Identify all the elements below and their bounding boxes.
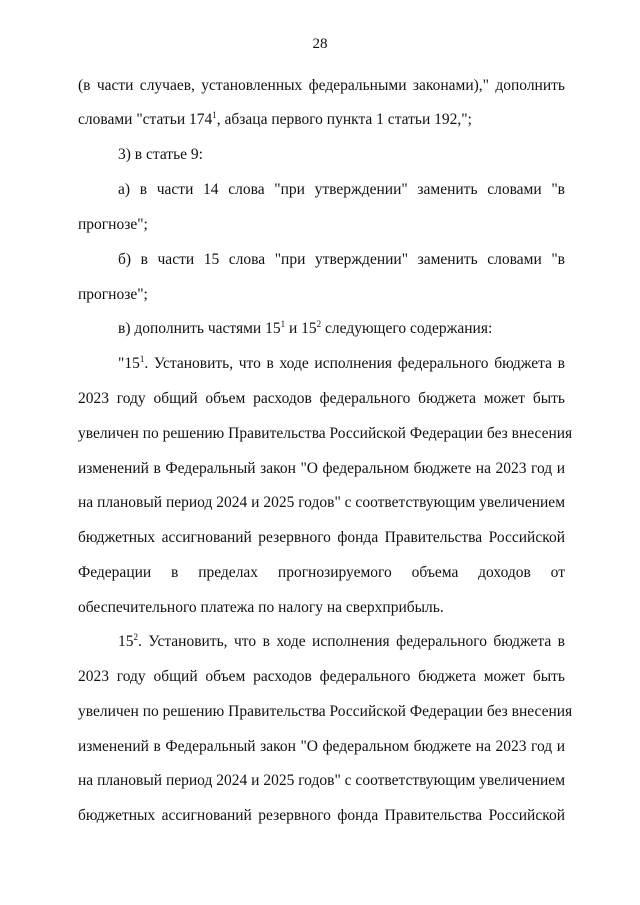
text-line: изменений в Федеральный закон "О федеральном бюджете на 2023 год и — [78, 738, 565, 755]
text-line: бюджетных ассигнований резервного фонда Правительства Российской — [78, 529, 565, 546]
text-line: в) дополнить частями $15^1$ и $15^2$ следующего содержания: — [118, 319, 493, 337]
text-line: 2023 году общий объем расходов федерального бюджета может быть — [78, 668, 565, 685]
text-line: на плановый период 2024 и 2025 годов" с соответствующим увеличением — [78, 494, 565, 511]
text-line: б) в части 15 слова "при утверждении" заменить словами "в — [118, 251, 565, 268]
text-line: бюджетных ассигнований резервного фонда Правительства Российской — [78, 807, 565, 824]
text-line: а) в части 14 слова "при утверждении" заменить словами "в — [118, 181, 565, 198]
text-line: (в части случаев, установленных федеральными законами)," дополнить — [78, 77, 565, 94]
text-line: изменений в Федеральный закон "О федеральном бюджете на 2023 год и — [78, 460, 565, 477]
text-line: $15^2$. Установить, что в ходе исполнения федерального бюджета в — [118, 632, 565, 650]
text-line: словами "статьи $174^1$, абзаца первого пункта 1 статьи 192,"; — [78, 110, 472, 128]
page-number: 28 — [312, 36, 328, 52]
text-line: увеличен по решению Правительства Российской Федерации без внесения — [78, 425, 573, 442]
text-line: прогнозе"; — [78, 216, 148, 233]
text-line: 2023 году общий объем расходов федерального бюджета может быть — [78, 390, 565, 407]
text-line: на плановый период 2024 и 2025 годов" с соответствующим увеличением — [78, 772, 565, 789]
text-line: "$15^1$. Установить, что в ходе исполнения федерального бюджета в — [118, 354, 565, 372]
text-line: увеличен по решению Правительства Российской Федерации без внесения — [78, 703, 573, 720]
text-line: обеспечительного платежа по налогу на сверхприбыль. — [78, 599, 444, 616]
text-line: прогнозе"; — [78, 286, 148, 303]
list-item-heading: 3) в статье 9: — [118, 146, 203, 163]
text-line: Федерации в пределах прогнозируемого объема доходов от — [78, 564, 565, 581]
